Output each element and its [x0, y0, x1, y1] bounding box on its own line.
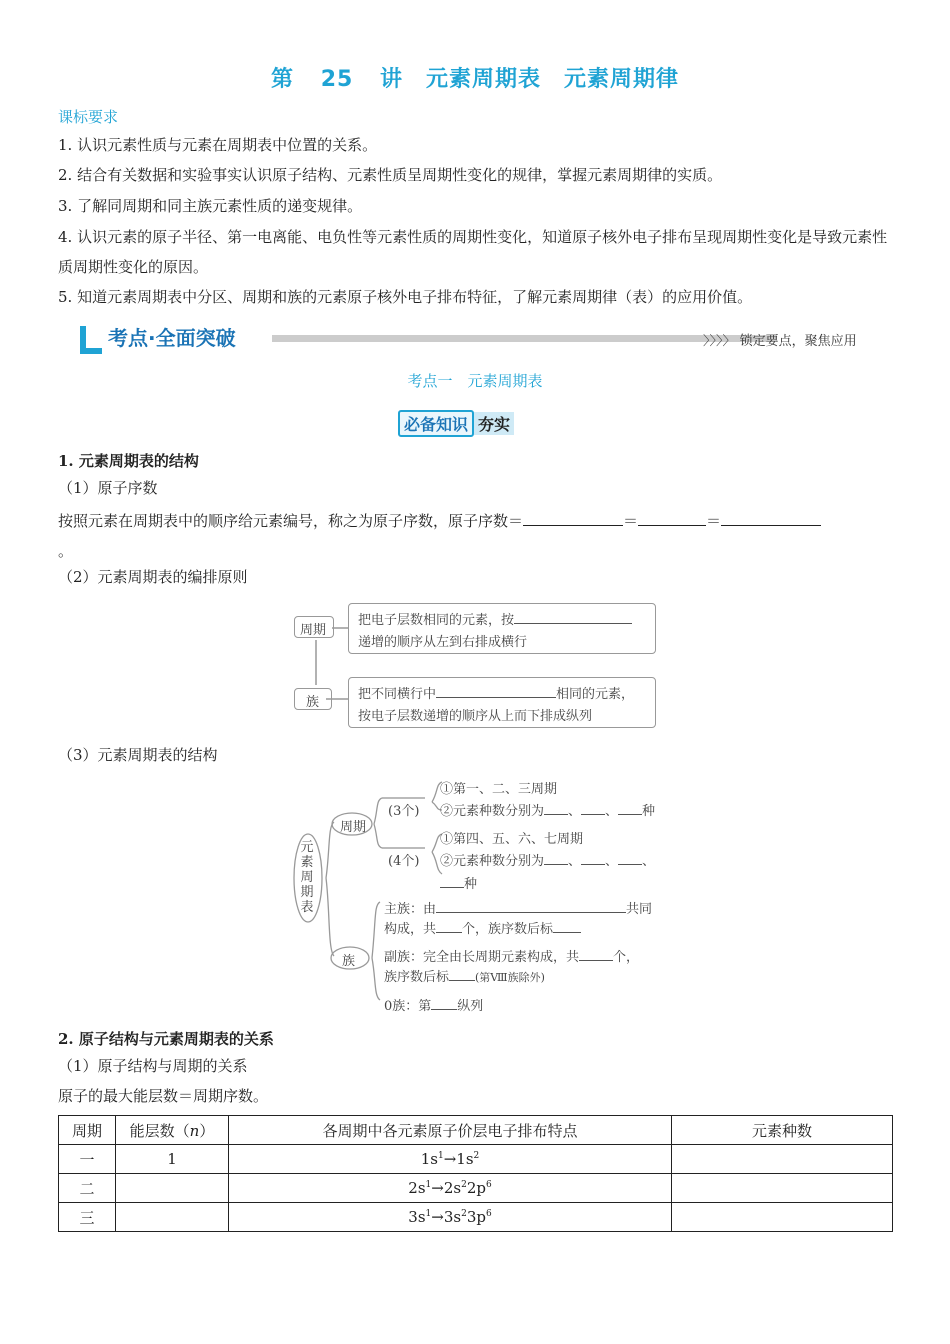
tree-short-2-text: ②元素种数分别为 — [440, 804, 545, 819]
heading-1: 1. 元素周期表的结构 — [58, 452, 199, 470]
blank — [514, 609, 632, 624]
cell-count[interactable] — [672, 1145, 893, 1174]
table-row — [59, 1174, 893, 1203]
sep: 、 — [605, 804, 619, 819]
blank — [638, 507, 706, 526]
blank — [581, 800, 605, 815]
period-rule-text: 原子的最大能层数＝周期序数。 — [58, 1087, 269, 1105]
atomic-number-text: 按照元素在周期表中的顺序给元素编号，称之为原子序数，原子序数＝ — [58, 512, 524, 530]
col-shells-n: n — [189, 1121, 200, 1140]
blank — [436, 683, 556, 698]
cell-period: 一 — [59, 1145, 116, 1174]
tree-long-2-text: ②元素种数分别为 — [440, 854, 545, 869]
standard-item: 4. 认识元素的原子半径、第一电离能、电负性等元素性质的周期性变化，知道原子核外电子排布呈现周期性变化是导致元素性质周期性变化的原因。 — [58, 228, 888, 276]
standards-heading: 课标要求 — [58, 108, 119, 126]
cell-config — [229, 1203, 672, 1232]
page-title: 第 25 讲 元素周期表 元素周期律 — [271, 67, 679, 92]
cfg-a-sup: 1 — [425, 1180, 432, 1190]
blank — [544, 800, 568, 815]
sep: 、 — [568, 854, 582, 869]
tree-short-count: (3个) — [388, 804, 420, 819]
tree-main-1a: 主族：由 — [384, 902, 437, 917]
tree-sub-1 — [384, 946, 639, 965]
group-label: 族 — [306, 695, 320, 710]
cfg-b-sup: 2 — [461, 1180, 467, 1190]
knowledge-box — [398, 410, 514, 436]
period-end: 。 — [58, 542, 74, 560]
arrow: → — [431, 1208, 444, 1226]
tree-sub-2a: 族序数后标 — [384, 970, 450, 985]
blank — [440, 873, 464, 888]
blank — [544, 850, 568, 865]
zhong: 种 — [464, 877, 478, 892]
atomic-number-line — [58, 506, 894, 536]
tree-long-2 — [440, 850, 655, 869]
tree-zero-a: 0族：第 — [384, 999, 432, 1014]
cfg-a-sup: 1 — [437, 1151, 444, 1161]
section-title: 考点一 元素周期表 — [407, 372, 543, 390]
zhong: 种 — [642, 804, 656, 819]
tree-sub-1a: 副族：完全由长周期元素构成，共 — [384, 950, 580, 965]
cell-config — [229, 1174, 672, 1203]
cell-period: 二 — [59, 1174, 116, 1203]
arrow: → — [431, 1179, 444, 1197]
cell-n: 1 — [116, 1145, 229, 1174]
period-rule-line1 — [358, 609, 632, 628]
tree-zero-b: 纵列 — [457, 999, 484, 1014]
tree-short-2 — [440, 800, 655, 819]
col-shells-b: ） — [199, 1121, 215, 1140]
period-label: 周期 — [300, 623, 327, 638]
tree-sub-2b: (第Ⅷ族除外) — [475, 971, 545, 984]
blank — [449, 966, 475, 981]
cfg-b-sup: 2 — [461, 1209, 467, 1219]
sep: 、 — [605, 854, 619, 869]
arrow: → — [443, 1150, 457, 1168]
cfg-a: 2s — [408, 1179, 426, 1197]
group-rule-line1 — [358, 683, 634, 702]
group-rule-text1b: 相同的元素， — [556, 687, 635, 702]
tree-main-2 — [384, 918, 581, 937]
tree-main-1 — [384, 898, 652, 917]
cfg-b: 1s — [456, 1150, 474, 1168]
cfg-b-sup: 2 — [473, 1151, 480, 1161]
cfg-a: 1s — [420, 1150, 438, 1168]
sub-heading-3: （3）元素周期表的结构 — [58, 746, 218, 764]
col-shells-a: 能层数（ — [129, 1121, 190, 1140]
sub-heading-2-1: （1）原子结构与周期的关系 — [58, 1057, 248, 1075]
sub-heading-1: （1）原子序数 — [58, 479, 158, 497]
blank — [553, 918, 581, 933]
standard-item: 3. 了解同周期和同主族元素性质的递变规律。 — [58, 197, 363, 215]
cell-n[interactable] — [116, 1174, 229, 1203]
tree-group: 族 — [342, 954, 356, 969]
blank — [431, 995, 457, 1010]
cfg-c: 3p — [466, 1208, 486, 1226]
section-banner — [80, 320, 880, 358]
tree-long-count: (4个) — [388, 854, 420, 869]
col-shells — [116, 1116, 229, 1145]
tree-long-1: ①第四、五、六、七周期 — [440, 832, 584, 847]
equals: ＝ — [623, 512, 639, 530]
col-period: 周期 — [59, 1116, 116, 1145]
sub-heading-2: （2）元素周期表的编排原则 — [58, 568, 248, 586]
cfg-c: 2p — [466, 1179, 486, 1197]
cfg-b: 3s — [443, 1208, 462, 1226]
banner-right-text: 〉〉〉〉 锁定要点，聚焦应用 — [703, 334, 857, 349]
knowledge-box-a: 必备知识 — [398, 410, 474, 437]
heading-2: 2. 原子结构与元素周期表的关系 — [58, 1030, 274, 1048]
cell-count[interactable] — [672, 1174, 893, 1203]
tree-long-3 — [440, 873, 477, 892]
blank — [618, 850, 642, 865]
tree-sub-2 — [384, 966, 545, 985]
standard-item: 1. 认识元素性质与元素在周期表中位置的关系。 — [58, 136, 378, 154]
table-header — [59, 1116, 893, 1145]
blank — [579, 946, 613, 961]
cell-count[interactable] — [672, 1203, 893, 1232]
period-rule-line2: 递增的顺序从左到右排成横行 — [358, 635, 528, 650]
tree-sub-1b: 个， — [613, 950, 640, 965]
cfg-c-sup: 6 — [485, 1209, 492, 1219]
period-rule-text1: 把电子层数相同的元素，按 — [358, 613, 515, 628]
period-table — [58, 1115, 893, 1232]
banner-divider — [272, 335, 777, 342]
blank — [721, 507, 821, 526]
cfg-b: 2s — [443, 1179, 462, 1197]
table-row — [59, 1203, 893, 1232]
sep: 、 — [642, 854, 656, 869]
tree-main-2b: 个，族序数后标 — [462, 922, 554, 937]
equals: ＝ — [706, 512, 722, 530]
col-count: 元素种数 — [672, 1116, 893, 1145]
banner-left-text: 考点·全面突破 — [108, 326, 236, 350]
table-row — [59, 1145, 893, 1174]
tree-root: 元素周期表 — [300, 840, 314, 915]
sep: 、 — [568, 804, 582, 819]
tree-short-1: ①第一、二、三周期 — [440, 782, 558, 797]
group-rule-line2: 按电子层数递增的顺序从上而下排成纵列 — [358, 709, 593, 724]
cell-config — [229, 1145, 672, 1174]
banner-tag — [80, 322, 270, 352]
blank — [436, 918, 462, 933]
blank — [436, 898, 626, 913]
knowledge-box-b: 夯实 — [474, 412, 514, 435]
cfg-a-sup: 1 — [425, 1209, 432, 1219]
tree-main-1b: 共同 — [626, 902, 653, 917]
blank — [523, 507, 623, 526]
standard-item: 5. 知道元素周期表中分区、周期和族的元素原子核外电子排布特征，了解元素周期律（表）的应用价值。 — [58, 288, 753, 306]
standard-item: 2. 结合有关数据和实验事实认识原子结构、元素性质呈周期性变化的规律，掌握元素周期律的实质。 — [58, 166, 723, 184]
cell-n[interactable] — [116, 1203, 229, 1232]
blank — [581, 850, 605, 865]
banner-bracket-icon — [80, 326, 102, 354]
group-rule-text1a: 把不同横行中 — [358, 687, 437, 702]
cfg-c-sup: 6 — [485, 1180, 492, 1190]
tree-zero — [384, 995, 483, 1014]
cfg-a: 3s — [408, 1208, 426, 1226]
blank — [618, 800, 642, 815]
cell-period: 三 — [59, 1203, 116, 1232]
tree-main-2a: 构成，共 — [384, 922, 437, 937]
col-config: 各周期中各元素原子价层电子排布特点 — [229, 1116, 672, 1145]
tree-period: 周期 — [340, 820, 367, 835]
